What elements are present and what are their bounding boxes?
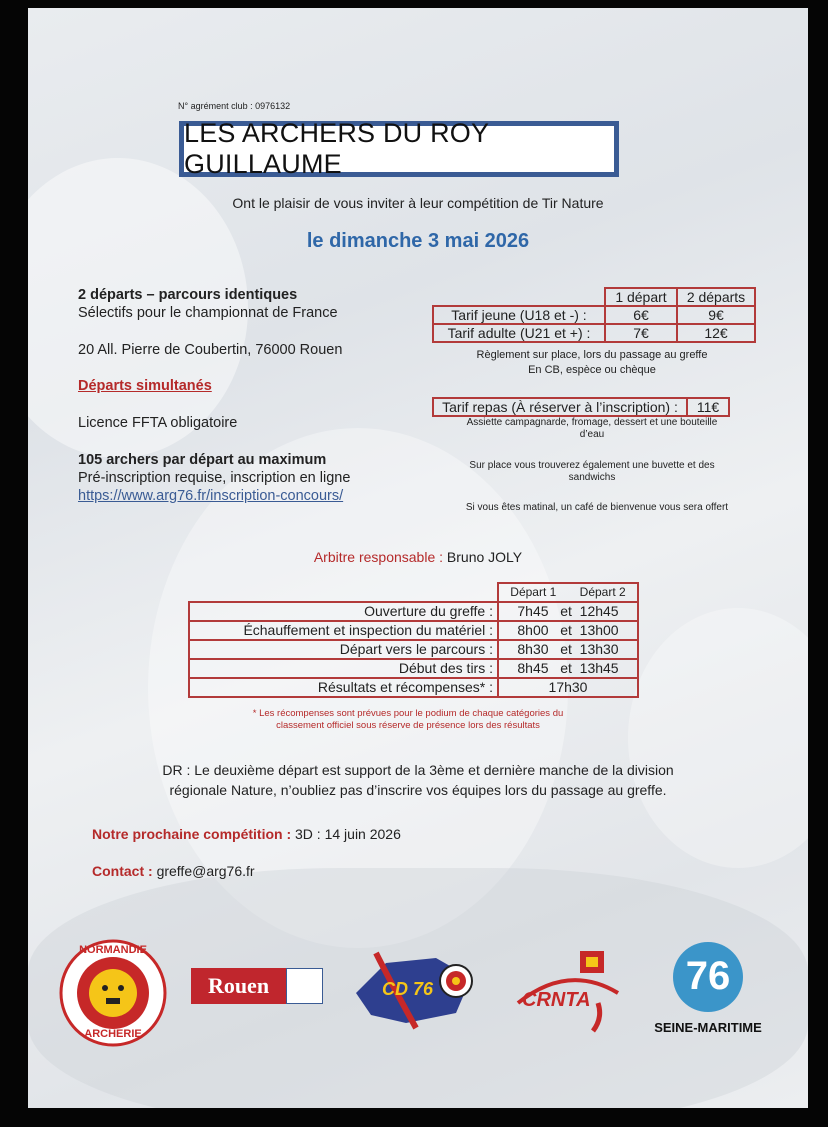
arbitre-name: Bruno JOLY [446, 549, 523, 565]
tarif-value: 7€ [605, 324, 677, 342]
prochaine-label: Notre prochaine compétition : [92, 826, 292, 842]
repas-description: d’eau [579, 429, 605, 440]
address-text: 20 All. Pierre de Coubertin, 76000 Rouen [78, 342, 343, 358]
repas-description: Assiette campagnarde, fromage, dessert et une bouteille [466, 417, 718, 428]
prochaine-competition [92, 826, 401, 842]
tarif-value: 12€ [677, 324, 755, 342]
departs-heading: 2 départs – parcours identiques [78, 287, 298, 303]
background-shape [628, 608, 808, 868]
horaires-header [498, 583, 638, 602]
title-box [179, 118, 619, 179]
horaire-label: Départ vers le parcours : [189, 640, 498, 659]
horaires-table [188, 582, 639, 698]
crnta-logo [508, 943, 628, 1033]
contact-label: Contact : [92, 863, 153, 879]
seine-maritime-number: 76 [685, 954, 731, 998]
header-depart-2: Départ 2 [579, 585, 626, 599]
dr-text [88, 760, 748, 800]
buvette-text: Sur place vous trouverez également une buvette et des [469, 460, 715, 471]
header-depart-1: Départ 1 [510, 585, 557, 599]
tarif-row-label: Tarif jeune (U18 et -) : [433, 306, 605, 324]
prochaine-value: 3D : 14 juin 2026 [295, 826, 401, 842]
arbitre-label: Arbitre responsable : [313, 549, 444, 565]
horaire-label: Résultats et récompenses* : [189, 678, 498, 697]
reglement-text: Règlement sur place, lors du passage au greffe [476, 349, 708, 361]
archers-max: 105 archers par départ au maximum [78, 452, 327, 468]
contact-email: greffe@arg76.fr [156, 863, 255, 879]
horaire-time: 7h45 et 12h45 [498, 602, 638, 621]
contact-line [92, 863, 255, 879]
seine-maritime-text: SEINE-MARITIME [654, 1019, 762, 1035]
flyer-page [28, 8, 808, 1108]
cd76-text: CD 76 [382, 979, 434, 999]
dr-line: régionale Nature, n’oubliez pas d’inscrire vos équipes lors du passage au greffe. [169, 782, 667, 798]
reglement-modes: En CB, espèce ou chèque [528, 364, 656, 376]
normandie-archerie-logo [58, 938, 168, 1048]
event-date: le dimanche 3 mai 2026 [306, 230, 530, 252]
crnta-swoosh-icon [508, 943, 628, 1033]
tarifs-table [432, 287, 756, 343]
invitation-text: Ont le plaisir de vous inviter à leur compétition de Tir Nature [232, 195, 604, 211]
rouen-bird-icon [286, 968, 323, 1004]
buvette-text: sandwichs [568, 472, 616, 483]
horaire-time: 8h45 et 13h45 [498, 659, 638, 678]
cafe-text: Si vous êtes matinal, un café de bienvenue vous sera offert [465, 502, 729, 513]
horaire-label: Échauffement et inspection du matériel : [189, 621, 498, 640]
horaire-time: 8h30 et 13h30 [498, 640, 638, 659]
horaire-time: 8h00 et 13h00 [498, 621, 638, 640]
inscription-link[interactable]: https://www.arg76.fr/inscription-concours/ [78, 488, 344, 504]
agrement-number: N° agrément club : 0976132 [178, 101, 291, 111]
arbitre-line [28, 549, 808, 565]
repas-table [432, 397, 730, 417]
preinscription-text: Pré-inscription requise, inscription en ligne [78, 470, 351, 486]
recompenses-note: * Les récompenses sont prévues pour le podium de chaque catégories du [252, 708, 564, 719]
cd76-logo [346, 943, 486, 1033]
licence-text: Licence FFTA obligatoire [78, 415, 238, 431]
crnta-text: CRNTA [522, 989, 591, 1011]
departs-simultanes: Départs simultanés [78, 378, 212, 394]
repas-price: 11€ [687, 398, 729, 416]
tarif-value: 9€ [677, 306, 755, 324]
selectifs-text: Sélectifs pour le championnat de France [78, 305, 338, 321]
rouen-text: Rouen [207, 973, 270, 998]
horaire-time: 17h30 [498, 678, 638, 697]
repas-label: Tarif repas (À réserver à l’inscription) : [433, 398, 687, 416]
page-title: LES ARCHERS DU ROY GUILLAUME [184, 118, 489, 179]
seine-maritime-badge [673, 942, 743, 1012]
tarif-header: 1 départ [605, 288, 677, 306]
horaire-label: Ouverture du greffe : [189, 602, 498, 621]
recompenses-note: classement officiel sous réserve de présence lors des résultats [276, 720, 540, 731]
normandie-top-text: NORMANDIE [79, 944, 147, 956]
seine-maritime-logo [648, 933, 768, 1043]
normandie-bottom-text: ARCHERIE [84, 1028, 142, 1040]
tarif-row-label: Tarif adulte (U21 et +) : [433, 324, 605, 342]
dr-line: DR : Le deuxième départ est support de la 3ème et dernière manche de la division [162, 762, 674, 778]
tarif-value: 6€ [605, 306, 677, 324]
horaire-label: Début des tirs : [189, 659, 498, 678]
tarif-header: 2 départs [677, 288, 755, 306]
rouen-logo [191, 968, 323, 1004]
